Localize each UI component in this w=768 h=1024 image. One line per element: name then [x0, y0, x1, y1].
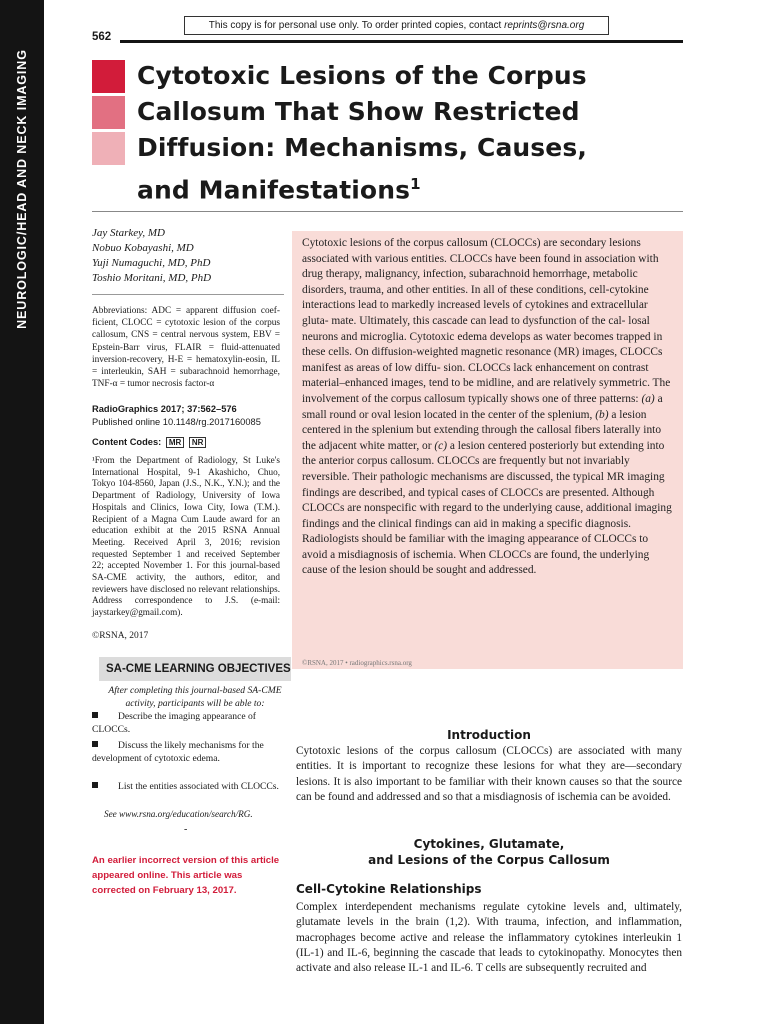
title-square-medium [92, 96, 125, 129]
section-side-bar [0, 0, 44, 1024]
article-title [137, 58, 677, 208]
page-number: 562 [92, 31, 112, 43]
top-rule [120, 40, 683, 43]
abbreviations: Abbreviations: ADC = apparent diffusion coef- ficient, CLOCC = cytotoxic lesion of the corpus callosum, CNS = central nervous system, EBV = Epstein-Barr virus, FLAIR = fluid-attenuated inversion-recovery, H-E = hematoxylin-eosin, IL = interleukin, SAH = subarachnoid hemorrhage, TNF-α = tumor necrosis factor-α [92, 306, 280, 390]
bullet-icon [92, 782, 98, 788]
title-line-1: Cytotoxic Lesions of the Corpus [137, 61, 587, 90]
content-code-badge: MR [166, 437, 184, 448]
introduction-text: Cytotoxic lesions of the corpus callosum (CLOCCs) are associated with many entities. It is important to recognize these lesions for what they are—secondary lesions. It is also important to be familiar with their known causes so that the source can be found and addressed and so that a misdiagnosis of ischemia can be avoided. [296, 745, 682, 803]
title-square-light [92, 132, 125, 165]
author-list [92, 226, 292, 286]
subsection-heading: Cell-Cytokine Relationships [296, 882, 482, 896]
bullet-icon [92, 712, 98, 718]
title-square-dark [92, 60, 125, 93]
personal-use-notice [184, 16, 609, 35]
citation [92, 403, 261, 429]
objectives-heading: SA-CME LEARNING OBJECTIVES [99, 657, 291, 681]
title-rule [92, 211, 683, 212]
correction-notice: An earlier incorrect version of this article appeared online. This article was corrected on February 13, 2017. [92, 855, 280, 896]
title-line-4: and Manifestations$^1$ [137, 175, 421, 205]
section-label: NEUROLOGIC/HEAD AND NECK IMAGING [15, 49, 29, 329]
abstract-box [292, 231, 683, 669]
author: Toshio Moritani, MD, PhD [92, 272, 212, 284]
author: Yuji Numaguchi, MD, PhD [92, 257, 211, 269]
notice-text: This copy is for personal use only. To order printed copies, contact [208, 20, 505, 31]
journal-citation: RadioGraphics 2017; 37:562–576 [92, 404, 237, 414]
section-text: Complex interdependent mechanisms regulate cytokine levels and, ultimately, glutamate levels in the brain (1,2). With trauma, infection, and inflammation, macrophages become active and release the inflammatory cytokines interleukin 1 (IL-1) and IL-6, beginning the cascade that leads to cytokinopathy. Monocytes then activate and also release IL-1 and IL-6. T cells are subsequently recruited and [296, 901, 682, 975]
content-code-badge: NR [189, 437, 207, 448]
title-footnote-mark: 1 [410, 175, 421, 193]
title-line-3: Diffusion: Mechanisms, Causes, [137, 133, 587, 162]
abstract-footnote: ©RSNA, 2017 • radiographics.rsna.org [302, 659, 412, 667]
section-heading: Cytokines, Glutamate, and Lesions of the Corpus Callosum [368, 837, 610, 867]
objective-item: Describe the imaging appearance of CLOCCs. [92, 711, 256, 735]
content-codes [92, 437, 206, 448]
author: Nobuo Kobayashi, MD [92, 242, 194, 254]
copyright: ©RSNA, 2017 [92, 631, 149, 641]
reprints-email-link[interactable]: reprints@rsna.org [504, 20, 585, 31]
objective-item: Discuss the likely mechanisms for the development of cytotoxic edema. [92, 740, 264, 764]
abstract-text: Cytotoxic lesions of the corpus callosum (CLOCCs) are secondary lesions associated with various entities. CLOCCs have been found in association with drug therapy, malignancy, infection, subarachnoid hemorrhage, metabolic disorders, trauma, and other entities. In all of these conditions, cell-cytokine interactions lead to markedly increased levels of cytokines and extracellular gluta- mate. Ultimately, this cascade can lead to dysfunction of the cal- losal neurons and microglia. Cytotoxic edema develops as water becomes trapped in these cells. On diffusion-weighted magnetic resonance (MR) images, CLOCCs manifest as areas of low diffu- sion. CLOCCs lack enhancement on contrast material–enhanced images, tend to be midline, and are relatively symmetric. The involvement of the corpus callosum typically shows one of three patterns: (a) a small round or oval lesion located in the center of the splenium, (b) a lesion centered in the splenium but extending through the callosal fibers laterally into the adjacent white matter, or (c) a lesion centered posteriorly but extending into the anterior corpus callosum. CLOCCs are frequently but not invariably reversible. Their pathologic mechanisms are discussed, the typical MR imaging findings are described, and typical cases of CLOCCs are presented. Although CLOCCs are nonspecific with regard to the underlying cause, additional imaging findings and the clinical findings can aid in making a specific diagnosis. Radiologists should be familiar with the imaging appearance of CLOCCs to avoid a misdiagnosis of ischemia. When CLOCCs are found, the underlying cause of the lesion should be sought and addressed. [302, 237, 672, 577]
bullet-icon [92, 741, 98, 747]
objectives-intro: After completing this journal-based SA-CME activity, participants will be able to: [108, 685, 282, 709]
author-rule [92, 294, 284, 295]
title-line-2: Callosum That Show Restricted [137, 97, 580, 126]
objectives-link[interactable]: See www.rsna.org/education/search/RG. [104, 809, 253, 819]
objectives-dash: - [184, 824, 188, 835]
affiliation-note: ¹From the Department of Radiology, St Luke's International Hospital, 9-1 Akashicho, Chuo, Tokyo 104-8560, Japan (J.S., N.K., Y.N.); and the Department of Radiology, University of Iowa Hospitals and Clinics, Iowa City, Iowa (T.M.). Recipient of a Magna Cum Laude award for an education exhibit at the 2015 RSNA Annual Meeting. Received April 3, 2016; revision requested September 1 and received September 22; accepted November 1. For this journal-based SA-CME activity, the authors, editor, and reviewers have disclosed no relevant relationships. Address correspondence to J.S. (e-mail: jaystarkey@gmail.com). [92, 455, 280, 618]
introduction-heading: Introduction [447, 728, 531, 742]
content-codes-label: Content Codes: [92, 437, 162, 447]
author: Jay Starkey, MD [92, 227, 165, 239]
doi-line[interactable]: Published online 10.1148/rg.2017160085 [92, 417, 261, 427]
objective-item: List the entities associated with CLOCCs. [92, 781, 284, 794]
